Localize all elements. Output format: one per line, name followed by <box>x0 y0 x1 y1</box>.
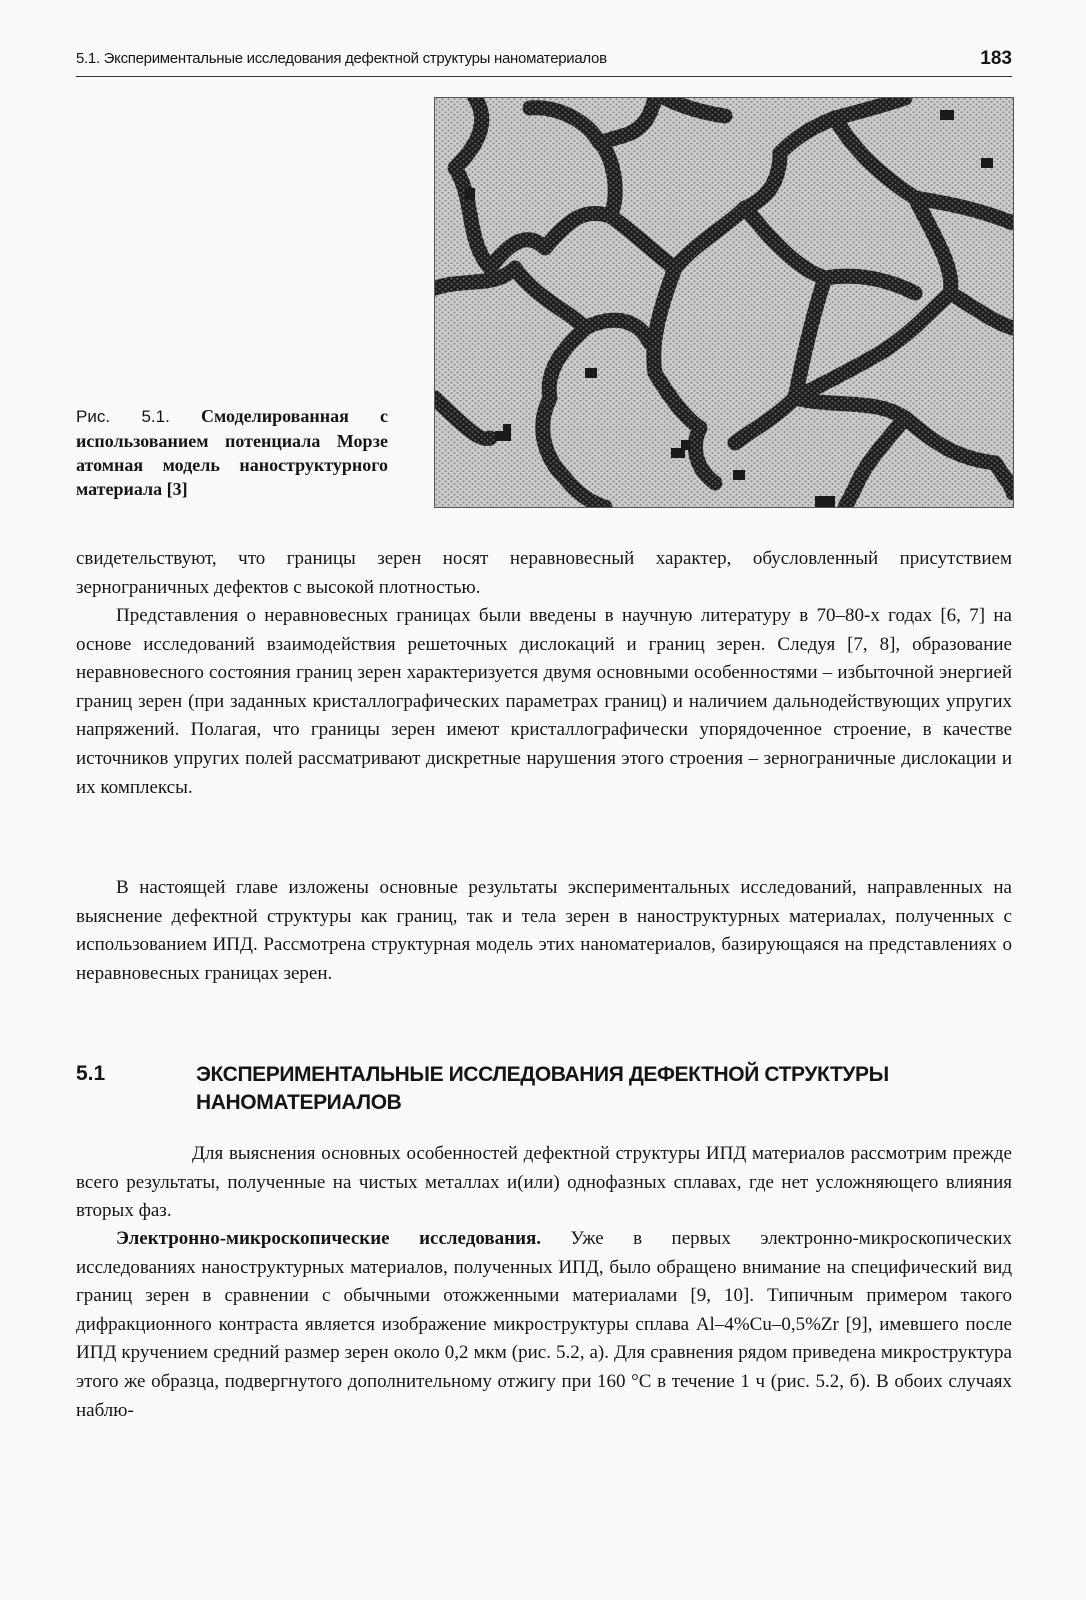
section-title: ЭКСПЕРИМЕНТАЛЬНЫЕ ИССЛЕДОВАНИЯ ДЕФЕКТНОЙ СТРУКТУРЫ НАНОМАТЕРИАЛОВ <box>196 1063 889 1114</box>
page-number: 183 <box>980 48 1012 69</box>
running-title: 5.1. Экспериментальные исследования дефектной структуры наноматериалов <box>76 50 607 67</box>
atomic-model-image <box>435 98 1013 507</box>
paragraph-continuation: свидетельствуют, что границы зерен носят неравновесный характер, обусловленный присутствием зернограничных дефектов с высокой плотностью. <box>76 548 1012 598</box>
paragraph-chapter-overview: В настоящей главе изложены основные результаты экспериментальных исследований, направленных на выяснение дефектной структуры как границ, так и тела зерен в наноструктурных материалах, полученных с использованием ИПД. Рассмотрена структурная модель этих наноматериалов, базирующаяся на представлениях о неравновесных границах зерен. <box>76 877 1012 984</box>
figure-caption <box>76 404 388 501</box>
running-header <box>76 50 1012 77</box>
paragraph-nonequilibrium-boundaries: Представления о неравновесных границах были введены в научную литературу в 70–80-х годах [6, 7] на основе исследований взаимодействия решеточных дислокаций и границ зерен. Следуя [7, 8], образование неравновесного состояния границ зерен характеризуется двумя основными особенностями – избыточной энергией границ зерен (при заданных кристаллографических параметрах границ) и наличием дальнодействующих упругих напряжений. Полагая, что границы зерен имеют кристаллографически упорядоченное строение, в качестве источников упругих полей рассматривают дискретные нарушения этого строения – зернограничные дислокации и их комплексы. <box>76 605 1012 798</box>
figure-caption-label: Рис. 5.1. <box>76 407 170 426</box>
subsection-runin-heading: Электронно-микроскопические исследования. <box>116 1228 542 1249</box>
figure-atomic-model <box>434 97 1014 508</box>
section-number: 5.1 <box>76 1062 106 1085</box>
figure-caption-text: Смоделированная с использованием потенциала Морзе атомная модель наноструктурного материала [3] <box>76 406 389 499</box>
section-intro-paragraph: Для выяснения основных особенностей дефектной структуры ИПД материалов рассмотрим прежде всего результаты, полученные на чистых металлах и(или) однофазных сплавах, где нет усложняющего влияния вторых фаз. <box>76 1143 1012 1222</box>
subsection-paragraph <box>76 1225 1012 1425</box>
subsection-body: Уже в первых электронно-микроскопических исследованиях наноструктурных материалов, полученных ИПД, было обращено внимание на специфический вид границ зерен в сравнении с обычными отожженными материалами [9, 10]. Типичным примером такого дифракционного контраста является изображение микроструктуры сплава Al–4%Cu–0,5%Zr [9], имевшего после ИПД кручением средний размер зерен около 0,2 мкм (рис. 5.2, а). Для сравнения рядом приведена микроструктура этого же образца, подвергнутого дополнительному отжигу при 160 °С в течение 1 ч (рис. 5.2, б). В обоих случаях наблю- <box>76 1228 1013 1421</box>
grain-lattice <box>435 98 1013 507</box>
